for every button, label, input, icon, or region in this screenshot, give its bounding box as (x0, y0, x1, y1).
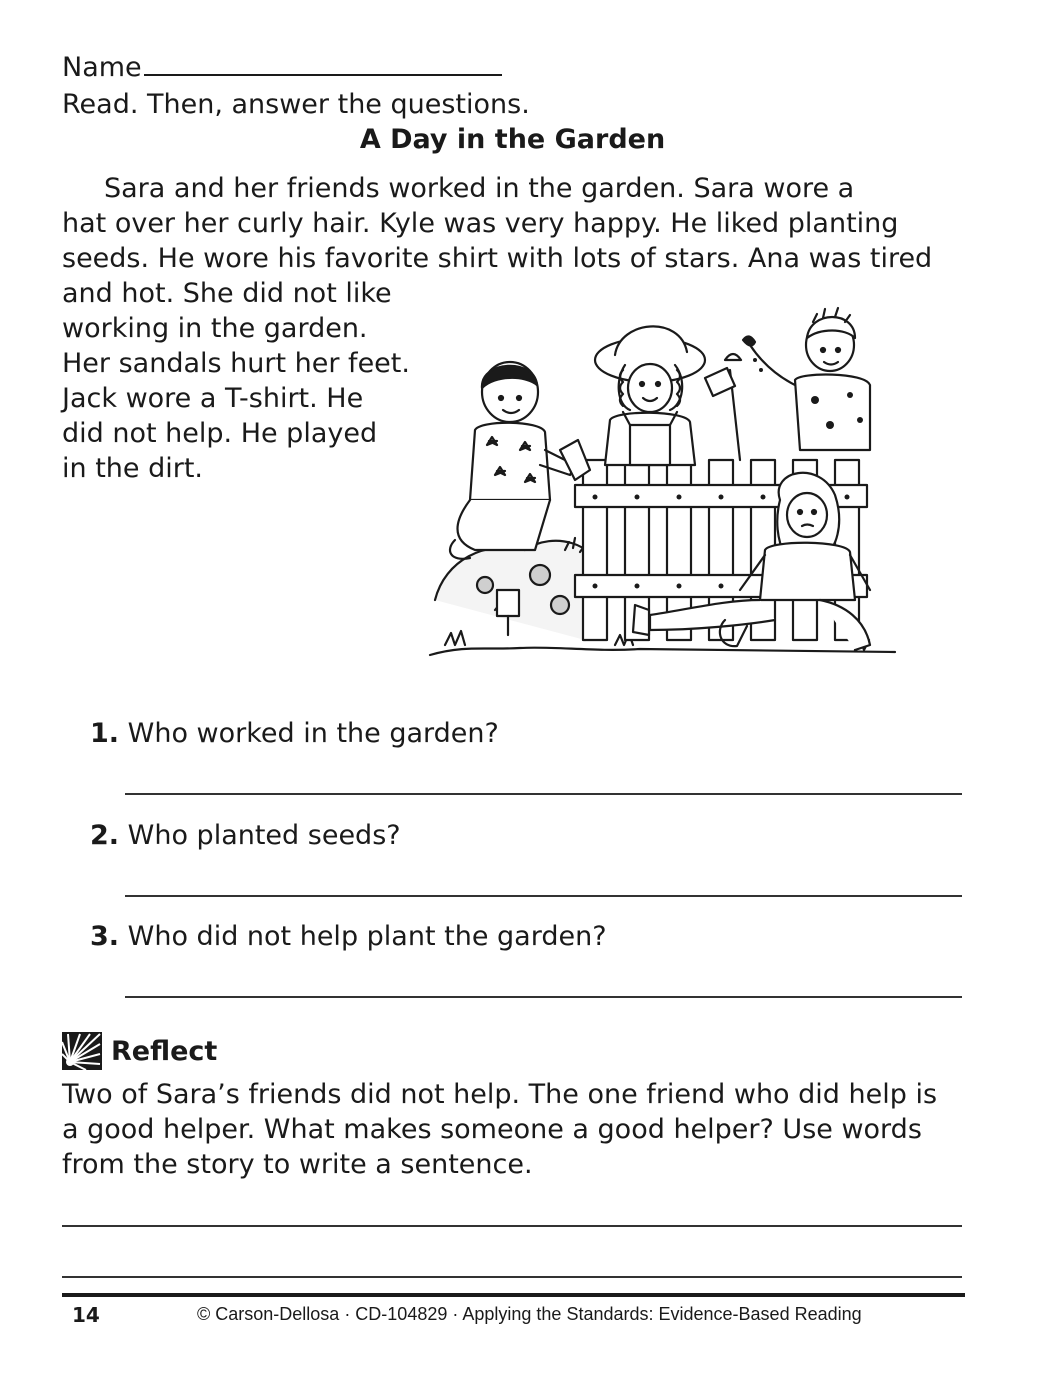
writing-line-1[interactable] (62, 1225, 962, 1227)
story-line: Her sandals hurt her feet. (62, 348, 410, 379)
question-3 (90, 919, 607, 954)
question-number: 2. (90, 820, 120, 851)
story-line: in the dirt. (62, 453, 203, 484)
starburst-icon (62, 1032, 102, 1070)
answer-line-1[interactable] (125, 793, 962, 795)
name-row (62, 46, 502, 85)
footer-rule (62, 1293, 965, 1297)
story-line: seeds. He wore his favorite shirt with lots of stars. Ana was tired (62, 243, 933, 274)
question-text: Who did not help plant the garden? (127, 921, 607, 952)
reflect-line: Two of Sara’s friends did not help. The one friend who did help is (62, 1079, 938, 1110)
instructions: Read. Then, answer the questions. (62, 89, 530, 120)
story-title: A Day in the Garden (359, 124, 666, 155)
story-paragraph-full-width (62, 171, 932, 276)
question-1 (90, 716, 499, 751)
reflect-line: a good helper. What makes someone a good helper? Use words (62, 1114, 922, 1145)
garden-illustration (425, 300, 905, 670)
name-line[interactable] (144, 46, 502, 76)
answer-line-2[interactable] (125, 895, 962, 897)
story-paragraph-wrapped (62, 276, 410, 486)
footer-credit: © Carson-Dellosa · CD-104829 · Applying the Standards: Evidence-Based Reading (197, 1304, 862, 1324)
story-line: hat over her curly hair. Kyle was very happy. He liked planting (62, 208, 899, 239)
page-number: 14 (72, 1303, 100, 1327)
story-line: and hot. She did not like (62, 278, 392, 309)
story-line: Jack wore a T-shirt. He (62, 383, 364, 414)
question-text: Who worked in the garden? (127, 718, 499, 749)
question-number: 3. (90, 921, 120, 952)
reflect-prompt (62, 1077, 937, 1182)
answer-line-3[interactable] (125, 996, 962, 998)
reflect-line: from the story to write a sentence. (62, 1149, 533, 1180)
story-line: Sara and her friends worked in the garden. Sara wore a (104, 173, 855, 204)
writing-line-2[interactable] (62, 1276, 962, 1278)
name-label: Name (62, 52, 142, 83)
story-line: did not help. He played (62, 418, 378, 449)
question-2 (90, 818, 401, 853)
reflect-title: Reflect (111, 1035, 218, 1067)
story-line: working in the garden. (62, 313, 368, 344)
reflect-heading (62, 1032, 217, 1070)
question-number: 1. (90, 718, 120, 749)
question-text: Who planted seeds? (127, 820, 401, 851)
